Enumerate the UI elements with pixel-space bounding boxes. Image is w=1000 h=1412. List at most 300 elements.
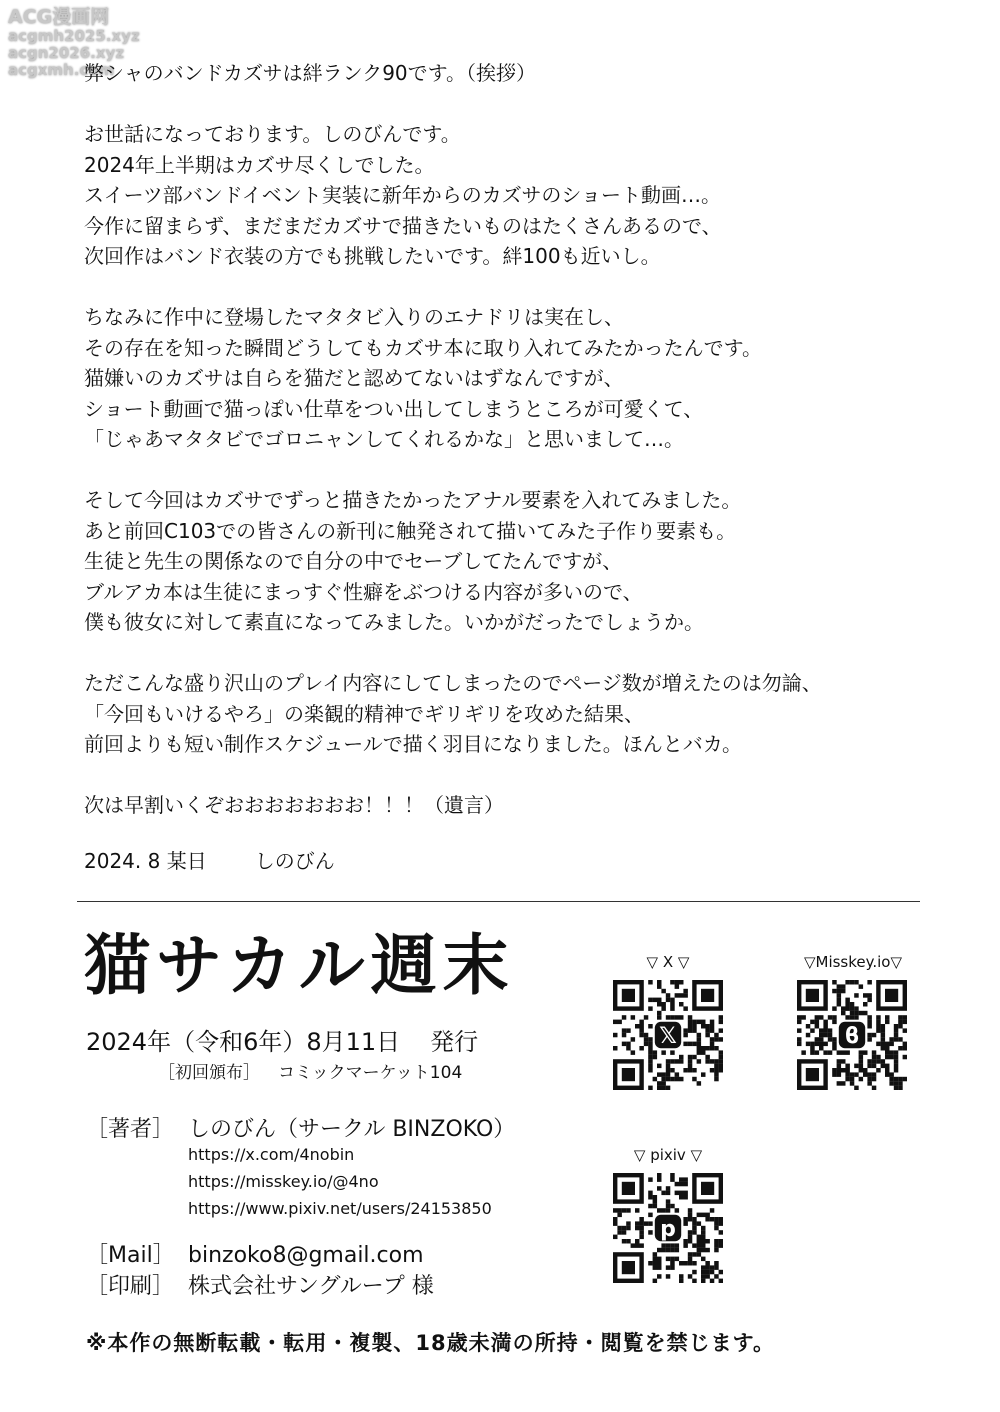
- qr-module: [881, 1024, 885, 1028]
- qr-module: [675, 980, 679, 984]
- qr-module: [648, 998, 652, 1002]
- qr-module: [666, 1208, 670, 1212]
- svg-text:𝕏: 𝕏: [659, 1023, 677, 1049]
- qr-module: [683, 1177, 687, 1181]
- qr-module: [867, 993, 871, 997]
- qr-module: [666, 1064, 670, 1068]
- qr-module: [881, 1037, 885, 1041]
- qr-module: [644, 1033, 648, 1037]
- qr-module: [675, 1015, 679, 1019]
- qr-module: [639, 1226, 643, 1230]
- qr-module: [701, 1248, 705, 1252]
- qr-module: [626, 1208, 630, 1212]
- qr-module: [648, 1195, 652, 1199]
- pixiv-logo-icon: [655, 1215, 681, 1242]
- afterword-line: 「今回もいけるやろ」の楽観的精神でギリギリを攻めた結果、: [84, 701, 644, 726]
- qr-label-pixiv: ▽ pixiv ▽: [633, 1146, 703, 1164]
- qr-module: [648, 1050, 652, 1054]
- qr-module: [688, 1217, 692, 1221]
- qr-module: [639, 1033, 643, 1037]
- qr-module: [898, 1015, 902, 1019]
- qr-module: [894, 1086, 898, 1090]
- qr-module: [666, 1199, 670, 1203]
- qr-module: [876, 1042, 880, 1046]
- qr-module: [639, 1024, 643, 1028]
- qr-module: [653, 1199, 657, 1203]
- qr-module: [810, 1042, 814, 1046]
- qr-module: [661, 1243, 665, 1247]
- qr-module: [692, 1243, 696, 1247]
- qr-module: [859, 1064, 863, 1068]
- watermark-line: acgmh2025.xyz: [8, 27, 140, 45]
- qr-module: [819, 1042, 823, 1046]
- qr-module: [697, 1046, 701, 1050]
- url-x[interactable]: https://x.com/4nobin: [188, 1145, 355, 1164]
- qr-module: [867, 1020, 871, 1024]
- qr-module: [653, 1261, 657, 1265]
- qr-module: [670, 1173, 674, 1177]
- qr-module: [889, 1055, 893, 1059]
- qr-module: [661, 1050, 665, 1054]
- qr-module: [806, 1024, 810, 1028]
- qr-module: [692, 1024, 696, 1028]
- afterword-paragraph: [84, 790, 964, 821]
- qr-module: [666, 1186, 670, 1190]
- qr-module: [675, 1243, 679, 1247]
- qr-module: [705, 1055, 709, 1059]
- qr-module: [639, 1221, 643, 1225]
- qr-module: [622, 1042, 626, 1046]
- qr-module: [692, 1261, 696, 1265]
- qr-module: [837, 1064, 841, 1068]
- afterword-line: お世話になっております。しのびんです。: [84, 122, 461, 146]
- qr-module: [679, 1182, 683, 1186]
- qr-module: [666, 1248, 670, 1252]
- qr-module: [679, 1077, 683, 1081]
- qr-module: [894, 1064, 898, 1068]
- qr-module: [894, 1028, 898, 1032]
- qr-module: [679, 1191, 683, 1195]
- qr-module: [688, 1208, 692, 1212]
- qr-module: [828, 1015, 832, 1019]
- qr-module: [710, 1270, 714, 1274]
- qr-module: [881, 1046, 885, 1050]
- qr-module: [719, 1037, 723, 1041]
- qr-module: [837, 984, 841, 988]
- qr-module: [648, 1204, 652, 1208]
- qr-module: [683, 1239, 687, 1243]
- qr-module: [666, 1077, 670, 1081]
- qr-module: [613, 1235, 617, 1239]
- qr-module: [714, 1068, 718, 1072]
- qr-module: [701, 1257, 705, 1261]
- qr-module: [657, 1261, 661, 1265]
- qr-module: [876, 1055, 880, 1059]
- qr-module: [670, 980, 674, 984]
- qr-module: [828, 1037, 832, 1041]
- qr-module: [832, 1072, 836, 1076]
- qr-module: [881, 1064, 885, 1068]
- qr-module: [688, 1257, 692, 1261]
- qr-module: [714, 1239, 718, 1243]
- qr-module: [617, 1226, 621, 1230]
- qr-module: [701, 1226, 705, 1230]
- afterword-line: 僕も彼女に対して素直になってみました。いかがだったでしょうか。: [84, 610, 704, 634]
- qr-module: [810, 1046, 814, 1050]
- qr-module: [867, 1072, 871, 1076]
- qr-module: [885, 1020, 889, 1024]
- qr-module: [801, 1050, 805, 1054]
- svg-text:ϐ: ϐ: [844, 1023, 860, 1049]
- qr-module: [898, 1046, 902, 1050]
- qr-module: [626, 1221, 630, 1225]
- qr-module: [675, 984, 679, 988]
- qr-module: [648, 1213, 652, 1217]
- qr-module: [666, 1265, 670, 1269]
- book-title: 猫サカル週末: [84, 927, 515, 1004]
- qr-module: [688, 1020, 692, 1024]
- qr-module: [714, 1077, 718, 1081]
- qr-module: [626, 1239, 630, 1243]
- qr-module: [801, 1015, 805, 1019]
- qr-module: [885, 1072, 889, 1076]
- qr-module: [653, 1257, 657, 1261]
- qr-module: [661, 1002, 665, 1006]
- qr-module: [872, 1072, 876, 1076]
- qr-module: [679, 1055, 683, 1059]
- qr-module: [806, 1033, 810, 1037]
- qr-module: [867, 1077, 871, 1081]
- qr-module: [653, 1252, 657, 1256]
- qr-module: [797, 1020, 801, 1024]
- qr-module: [810, 1028, 814, 1032]
- qr-module: [688, 1235, 692, 1239]
- qr-module: [867, 998, 871, 1002]
- qr-module: [692, 1270, 696, 1274]
- qr-module: [622, 1226, 626, 1230]
- qr-module: [653, 1279, 657, 1283]
- afterword-line: 2024年上半期はカズサ尽くしでした。: [84, 152, 435, 177]
- qr-module: [823, 1028, 827, 1032]
- qr-module: [719, 1059, 723, 1063]
- qr-module: [859, 1068, 863, 1072]
- qr-module: [850, 1002, 854, 1006]
- qr-module: [710, 1024, 714, 1028]
- qr-module: [697, 1252, 701, 1256]
- qr-module: [841, 1081, 845, 1085]
- qr-module: [688, 1015, 692, 1019]
- qr-module: [692, 1226, 696, 1230]
- qr-module: [894, 1055, 898, 1059]
- qr-module: [705, 1217, 709, 1221]
- qr-module: [705, 1270, 709, 1274]
- qr-module: [876, 1059, 880, 1063]
- qr-module: [819, 1037, 823, 1041]
- qr-module: [683, 1221, 687, 1225]
- author-row: [86, 1112, 515, 1143]
- qr-module: [867, 1059, 871, 1063]
- qr-module: [841, 1059, 845, 1063]
- qr-module: [617, 1208, 621, 1212]
- qr-module: [697, 1050, 701, 1054]
- qr-module: [692, 1068, 696, 1072]
- qr-module: [692, 1077, 696, 1081]
- afterword-paragraph: [84, 668, 964, 760]
- qr-module: [714, 1072, 718, 1076]
- qr-module: [885, 1042, 889, 1046]
- qr-module: [854, 1006, 858, 1010]
- qr-module: [697, 1059, 701, 1063]
- qr-module: [648, 1006, 652, 1010]
- qr-module: [701, 1279, 705, 1283]
- qr-module: [885, 1064, 889, 1068]
- first-distribution-label: ［初回頒布］: [158, 1063, 260, 1083]
- afterword-line: ただこんな盛り沢山のプレイ内容にしてしまったのでページ数が増えたのは勿論、: [84, 671, 822, 695]
- qr-module: [867, 1024, 871, 1028]
- qr-module: [815, 1050, 819, 1054]
- afterword-line: ショート動画で猫っぽい仕草をつい出してしまうところが可愛くて、: [84, 396, 704, 421]
- qr-module: [670, 998, 674, 1002]
- qr-module: [661, 1072, 665, 1076]
- qr-module: [867, 1015, 871, 1019]
- qr-module: [859, 1077, 863, 1081]
- qr-module: [666, 1191, 670, 1195]
- qr-module: [613, 1033, 617, 1037]
- qr-code-misskey[interactable]: [797, 980, 907, 1090]
- qr-module: [653, 998, 657, 1002]
- qr-module: [828, 1028, 832, 1032]
- qr-module: [845, 980, 849, 984]
- qr-module: [683, 1033, 687, 1037]
- qr-module: [714, 1248, 718, 1252]
- qr-module: [648, 1221, 652, 1225]
- qr-module: [661, 989, 665, 993]
- qr-module: [661, 1006, 665, 1010]
- qr-module: [653, 1050, 657, 1054]
- qr-module: [714, 1037, 718, 1041]
- qr-module: [675, 1208, 679, 1212]
- qr-module: [832, 1068, 836, 1072]
- qr-module: [666, 1015, 670, 1019]
- qr-module: [819, 1028, 823, 1032]
- qr-module: [881, 1033, 885, 1037]
- qr-module: [675, 1191, 679, 1195]
- qr-module: [823, 1020, 827, 1024]
- qr-module: [832, 980, 836, 984]
- qr-module: [648, 1086, 652, 1090]
- qr-module: [670, 1015, 674, 1019]
- qr-module: [859, 1011, 863, 1015]
- qr-module: [889, 1081, 893, 1085]
- qr-module: [705, 1248, 709, 1252]
- qr-module: [670, 1006, 674, 1010]
- qr-module: [719, 1064, 723, 1068]
- qr-module: [635, 1226, 639, 1230]
- qr-module: [845, 1015, 849, 1019]
- qr-module: [613, 1020, 617, 1024]
- qr-module: [719, 1020, 723, 1024]
- qr-module: [889, 1037, 893, 1041]
- qr-module: [903, 1028, 907, 1032]
- qr-module: [670, 1177, 674, 1181]
- qr-module: [872, 1059, 876, 1063]
- qr-module: [675, 1182, 679, 1186]
- qr-module: [697, 1221, 701, 1225]
- qr-module: [903, 1077, 907, 1081]
- mail-key: ［Mail］: [86, 1243, 175, 1268]
- qr-module: [719, 1050, 723, 1054]
- qr-module: [648, 1037, 652, 1041]
- qr-module: [688, 1055, 692, 1059]
- qr-module: [714, 1265, 718, 1269]
- afterword-line: 「じゃあマタタビでゴロニャンしてくれるかな」と思いまして…。: [84, 427, 684, 451]
- qr-module: [683, 1191, 687, 1195]
- qr-module: [644, 1221, 648, 1225]
- qr-module: [859, 1055, 863, 1059]
- qr-module: [697, 1081, 701, 1085]
- qr-module: [898, 1037, 902, 1041]
- qr-module: [701, 1024, 705, 1028]
- qr-module: [675, 1248, 679, 1252]
- qr-module: [639, 1217, 643, 1221]
- qr-module: [863, 1002, 867, 1006]
- qr-module: [679, 1177, 683, 1181]
- qr-module: [841, 1050, 845, 1054]
- qr-module: [876, 1028, 880, 1032]
- qr-module: [815, 1037, 819, 1041]
- author-value: しのびん（サークル BINZOKO）: [188, 1117, 516, 1142]
- qr-module: [841, 984, 845, 988]
- qr-module: [719, 1217, 723, 1221]
- qr-module: [854, 1064, 858, 1068]
- qr-module: [863, 1072, 867, 1076]
- qr-module: [675, 1072, 679, 1076]
- qr-module: [823, 1050, 827, 1054]
- afterword-paragraph: [84, 302, 964, 455]
- qr-module: [797, 1037, 801, 1041]
- qr-module: [881, 1028, 885, 1032]
- qr-module: [837, 1002, 841, 1006]
- qr-module: [837, 993, 841, 997]
- qr-module: [639, 1028, 643, 1032]
- author-key: ［著者］: [86, 1117, 175, 1142]
- afterword-line: 今作に留まらず、まだまだカズサで描きたいものはたくさんあるので、: [84, 213, 722, 238]
- qr-module: [719, 1015, 723, 1019]
- qr-module: [876, 1068, 880, 1072]
- qr-module: [661, 1077, 665, 1081]
- qr-module: [889, 1072, 893, 1076]
- url-pixiv[interactable]: https://www.pixiv.net/users/24153850: [188, 1199, 492, 1218]
- qr-module: [679, 1002, 683, 1006]
- qr-module: [626, 1046, 630, 1050]
- qr-module: [622, 1033, 626, 1037]
- printer-row: [86, 1269, 434, 1300]
- qr-module: [894, 1068, 898, 1072]
- qr-module: [639, 1243, 643, 1247]
- qr-module: [692, 1221, 696, 1225]
- qr-finder-pattern: [694, 982, 720, 1008]
- qr-module: [635, 1239, 639, 1243]
- qr-module: [898, 1077, 902, 1081]
- divider: [77, 901, 920, 902]
- qr-module: [613, 1046, 617, 1050]
- qr-module: [657, 1072, 661, 1076]
- qr-module: [889, 1042, 893, 1046]
- qr-module: [666, 1204, 670, 1208]
- qr-module: [657, 1015, 661, 1019]
- qr-finder-pattern: [615, 1061, 641, 1087]
- signature: [84, 845, 335, 874]
- qr-module: [622, 1239, 626, 1243]
- qr-module: [692, 1042, 696, 1046]
- qr-module: [657, 1186, 661, 1190]
- qr-module: [688, 1024, 692, 1028]
- qr-module: [631, 1015, 635, 1019]
- qr-module: [644, 1042, 648, 1046]
- qr-finder-pattern: [615, 982, 641, 1008]
- url-misskey[interactable]: https://misskey.io/@4no: [188, 1172, 379, 1191]
- qr-module: [648, 1064, 652, 1068]
- qr-module: [714, 1274, 718, 1278]
- qr-module: [867, 980, 871, 984]
- qr-module: [705, 1059, 709, 1063]
- qr-module: [688, 1028, 692, 1032]
- qr-module: [719, 1270, 723, 1274]
- qr-module: [894, 1081, 898, 1085]
- qr-code-x[interactable]: [613, 980, 723, 1090]
- qr-module: [863, 993, 867, 997]
- afterword-line: 猫嫌いのカズサは自らを猫だと認めてないはずなんですが、: [84, 366, 624, 390]
- qr-module: [710, 1068, 714, 1072]
- qr-module: [867, 1033, 871, 1037]
- signature-date: 2024. 8 某日: [84, 849, 207, 873]
- qr-module: [719, 1055, 723, 1059]
- qr-module: [688, 1068, 692, 1072]
- qr-module: [648, 1068, 652, 1072]
- qr-module: [679, 993, 683, 997]
- qr-module: [657, 1086, 661, 1090]
- qr-module: [670, 1002, 674, 1006]
- afterword-paragraph: [84, 485, 964, 638]
- qr-module: [876, 1020, 880, 1024]
- qr-module: [661, 1191, 665, 1195]
- qr-module: [894, 1050, 898, 1054]
- qr-module: [692, 1217, 696, 1221]
- qr-module: [850, 1006, 854, 1010]
- qr-module: [648, 980, 652, 984]
- qr-module: [841, 1068, 845, 1072]
- qr-code-pixiv[interactable]: [613, 1173, 723, 1283]
- qr-module: [810, 1020, 814, 1024]
- qr-module: [714, 1064, 718, 1068]
- qr-module: [705, 1261, 709, 1265]
- qr-module: [797, 1042, 801, 1046]
- qr-module: [823, 1042, 827, 1046]
- qr-module: [797, 1015, 801, 1019]
- qr-module: [714, 1059, 718, 1063]
- qr-module: [644, 1037, 648, 1041]
- afterword-paragraph: [84, 119, 964, 272]
- qr-module: [622, 1015, 626, 1019]
- qr-module: [683, 1261, 687, 1265]
- qr-module: [832, 1037, 836, 1041]
- qr-module: [697, 1235, 701, 1239]
- qr-module: [622, 1230, 626, 1234]
- qr-module: [714, 1226, 718, 1230]
- mail-value[interactable]: binzoko8@gmail.com: [188, 1243, 424, 1268]
- qr-module: [859, 984, 863, 988]
- qr-module: [867, 1081, 871, 1085]
